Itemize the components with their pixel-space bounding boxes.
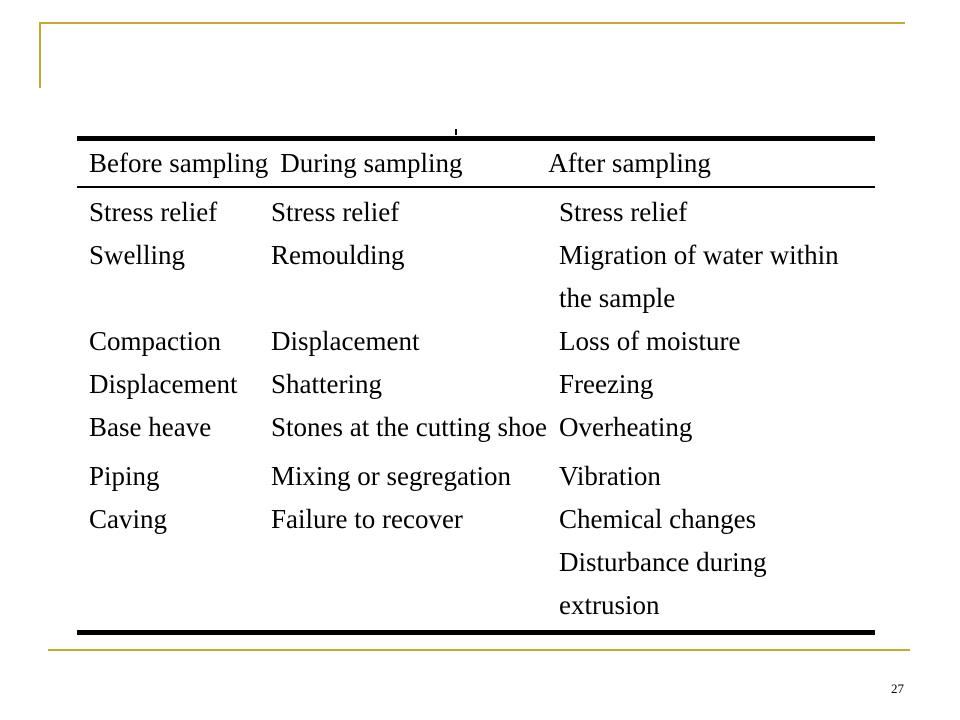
frame-bottom-line [48, 649, 910, 651]
cell-before: Stress relief [89, 197, 218, 227]
cell-after: Freezing [558, 369, 654, 399]
table-row [77, 363, 875, 406]
cell-during: Stones at the cutting shoe [271, 412, 547, 442]
cell-before: Base heave [89, 412, 212, 442]
cell-before: Piping [89, 461, 160, 491]
frame-top-line [39, 22, 905, 24]
table-row [77, 320, 875, 363]
cell-after: Vibration [558, 461, 661, 491]
tick-mark [455, 129, 457, 135]
cell-before: Compaction [89, 326, 221, 356]
cell-during: Shattering [271, 369, 382, 399]
cell-during: Mixing or segregation [271, 461, 511, 491]
cell-during: Failure to recover [271, 504, 463, 534]
table-row [77, 234, 875, 320]
table [77, 141, 875, 186]
cell-after: Chemical changes Disturbance during extrusion [558, 504, 767, 620]
table-header [77, 141, 875, 186]
header-before-sampling: Before sampling [89, 148, 269, 178]
cell-after: Migration of water within the sample [558, 240, 839, 313]
cell-before: Displacement [89, 369, 238, 399]
table-row [77, 406, 875, 449]
table-row [77, 498, 875, 630]
cell-during: Stress relief [271, 197, 400, 227]
cell-during: Remoulding [271, 240, 405, 270]
table-body [77, 188, 875, 630]
cell-after: Loss of moisture [558, 326, 741, 356]
frame-left-line [39, 22, 41, 88]
cell-after: Overheating [558, 412, 693, 442]
table-row [77, 449, 875, 498]
page-number: 27 [891, 681, 904, 696]
header-after-sampling: After sampling [548, 148, 711, 178]
header-row [77, 141, 875, 186]
cell-after: Stress relief [558, 197, 688, 227]
cell-during: Displacement [271, 326, 420, 356]
table-bottom-rule [77, 630, 875, 635]
cell-before: Caving [89, 504, 167, 534]
table-row [77, 188, 875, 234]
sample-disturbance-table [77, 136, 875, 635]
cell-before: Swelling [89, 240, 186, 270]
header-during-sampling: During sampling [280, 148, 463, 178]
